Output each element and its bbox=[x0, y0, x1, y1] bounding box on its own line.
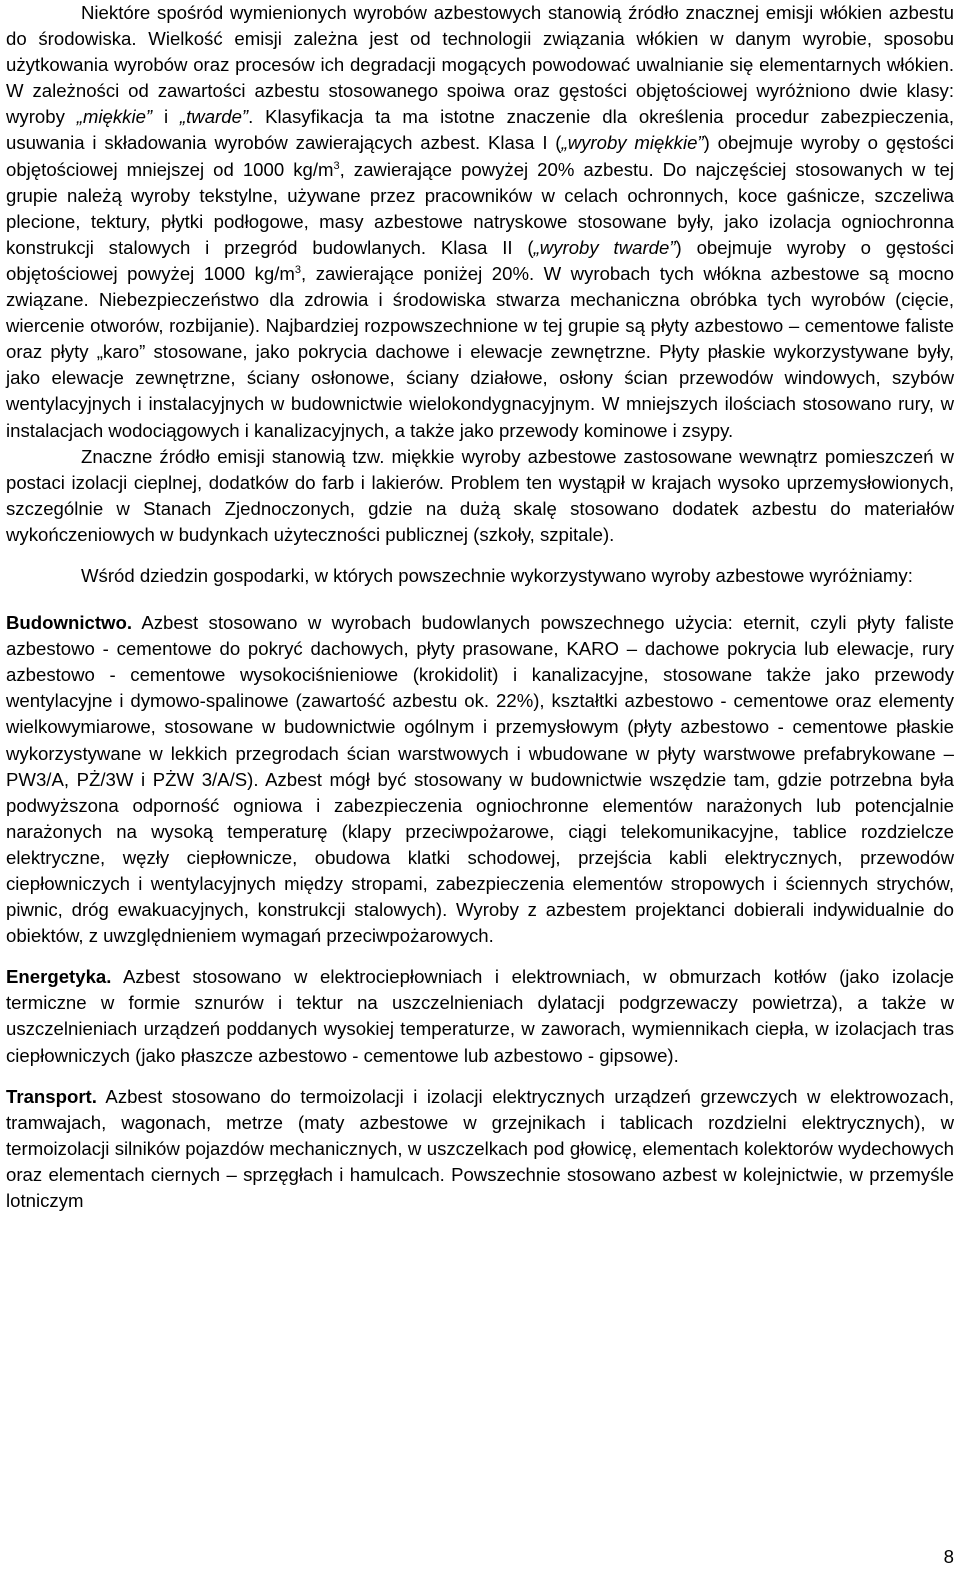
italic-term: „wyroby twarde” bbox=[533, 236, 676, 258]
italic-term: „miękkie” bbox=[76, 106, 153, 128]
section-budownictwo bbox=[6, 610, 954, 949]
italic-term: „wyroby miękkie” bbox=[561, 132, 704, 154]
section-heading: Energetyka. bbox=[6, 966, 112, 988]
page-number: 8 bbox=[943, 1546, 954, 1567]
superscript: 3 bbox=[294, 263, 302, 276]
paragraph-emission-source: Znaczne źródło emisji stanowią tzw. miękkie wyroby azbestowe zastosowane wewnątrz pomieszczeń w postaci izolacji cieplnej, dodatków do farb i lakierów. Problem ten wystąpił w krajach wysoko uprzemysłowionych, szczególnie w Stanach Zjednoczonych, gdzie na dużą skalę stosowano dodatek azbestu do materiałów wykończeniowych w budynkach użyteczności publicznej (szkoły, szpitale). bbox=[6, 445, 954, 545]
section-text: Azbest stosowano w elektrociepłowniach i elektrowniach, w obmurzach kotłów (jako izolacje termiczne w formie sznurów i tektur na uszczelnieniach dylatacji podgrzewaczy powietrza), a także w uszczelnieniach urządzeń poddanych wysokiej temperaturze, w zaworach, wymiennikach ciepła, w izolacjach tras ciepłowniczych (jako płaszcze azbestowo - cementowe lub azbestowo - gipsowe). bbox=[6, 966, 954, 1066]
text-run: Niektóre spośród wymienionych wyrobów azbestowych stanowią źródło znacznej emisji włókien azbestu do środowiska. Wielkość emisji zależna jest od technologii związania włókien w danym wyrobie, sposobu użytkowania wyrobów oraz procesów ich degradacji mogących powodować uwalnianie się elementarnych włókien. W zależności od zawartości azbestu stosowanego spoiwa oraz gęstości objętościowej wyróżniono dwie klasy: wyroby bbox=[6, 2, 954, 128]
section-heading: Transport. bbox=[6, 1085, 97, 1107]
superscript: 3 bbox=[333, 159, 340, 172]
italic-term: „twarde” bbox=[179, 106, 249, 128]
section-transport bbox=[6, 1084, 954, 1214]
paragraph-emission-classes bbox=[6, 0, 954, 444]
text-run: ) obejmuje wyroby o gęstości objętościowej powyżej 1000 kg/m bbox=[6, 236, 954, 284]
text-run: , zawierające poniżej 20%. W wyrobach tych włókna azbestowe są mocno związane. Niebezpieczeństwo dla zdrowia i środowiska stwarza mechaniczna obróbka tych wyrobów (cięcie, wiercenie otworów, rozbijanie). Najbardziej rozpowszechnione w tej grupie są płyty azbestowo – cementowe faliste oraz płyty „karo” stosowane, jako pokrycia dachowe i elewacje zewnętrzne. Płyty płaskie wykorzystywane były, jako elewacje zewnętrzne, ściany osłonowe, ściany działowe, osłony ścian przewodów windowych, szybów wentylacyjnych i instalacyjnych w budownictwie wielokondygnacyjnym. W mniejszych ilościach stosowano rury, w instalacjach wodociągowych i kanalizacyjnych, a także jako przewody kominowe i zsypy. bbox=[6, 262, 954, 441]
section-text: Azbest stosowano w wyrobach budowlanych powszechnego użycia: eternit, czyli płyty faliste azbestowo - cementowe do pokryć dachowych, płyty prasowane, KARO – dachowe pokrycia lub elewacje, rury azbestowo - cementowe wysokociśnieniowe (krokidolit) i kanalizacyjne, stosowane także jako przewody wentylacyjne i dymowo-spalinowe (zawartość azbestu ok. 22%), kształtki azbestowo - cementowe oraz elementy wielkowymiarowe, stosowane w budownictwie ogólnym i przemysłowym (płyty azbestowo - cementowe płaskie wykorzystywane w lekkich przegrodach ścian warstwowych i wbudowane w płyty warstwowe prefabrykowane – PW3/A, PŻ/3W i PŻW 3/A/S). Azbest mógł być stosowany w budownictwie wszędzie tam, gdzie potrzebna była podwyższona odporność ogniowa i zabezpieczenia ogniochronne elementów narażonych lub potencjalnie narażonych na wysoką temperaturę (klapy przeciwpożarowe, ciągi telekomunikacyjne, tablice rozdzielcze elektryczne, węzły ciepłownicze, obudowa klatki schodowej, przejścia kabli elektrycznych, przewodów ciepłowniczych i wentylacyjnych między stropami, zabezpieczenia elementów stropowych i ściennych strychów, piwnic, dróg ewakuacyjnych, konstrukcji stalowych). Wyroby z azbestem projektanci dobierali indywidualnie do obiektów, z uwzględnieniem wymagań przeciwpożarowych. bbox=[6, 612, 954, 947]
text-run: i bbox=[152, 106, 180, 128]
paragraph-sectors-intro: Wśród dziedzin gospodarki, w których powszechnie wykorzystywano wyroby azbestowe wyróżniamy: bbox=[81, 564, 913, 586]
document-page bbox=[6, 0, 954, 1214]
text-run: . Klasyfikacja ta ma istotne znaczenie dla określenia procedur zabezpieczenia, usuwania i składowania wyrobów zawierających azbest. Klasa I ( bbox=[6, 106, 954, 154]
section-heading: Budownictwo. bbox=[6, 612, 133, 634]
text-run: ) obejmuje wyroby o gęstości objętościowej mniejszej od 1000 kg/m bbox=[6, 132, 954, 180]
section-text: Azbest stosowano do termoizolacji i izolacji elektrycznych urządzeń grzewczych w elektrowozach, tramwajach, wagonach, metrze (maty azbestowe w grzejnikach i tablicach rozdzielni elektrycznych), w termoizolacji silników pojazdów mechanicznych, w uszczelkach pod głowicę, elementach kolektorów wydechowych oraz elementach ciernych – sprzęgłach i hamulcach. Powszechnie stosowano azbest w kolejnictwie, w przemyśle lotniczym bbox=[6, 1085, 954, 1212]
section-energetyka bbox=[6, 964, 954, 1068]
text-run: , zawierające powyżej 20% azbestu. Do najczęściej stosowanych w tej grupie należą wyroby tekstylne, używane przez pracowników w celach ochronnych, koce gaśnicze, szczeliwa plecione, tektury, płytki podłogowe, masy azbestowe natryskowe stosowane były, jako izolacja ogniochronna konstrukcji stalowych i przegród budowlanych. Klasa II ( bbox=[6, 158, 954, 258]
